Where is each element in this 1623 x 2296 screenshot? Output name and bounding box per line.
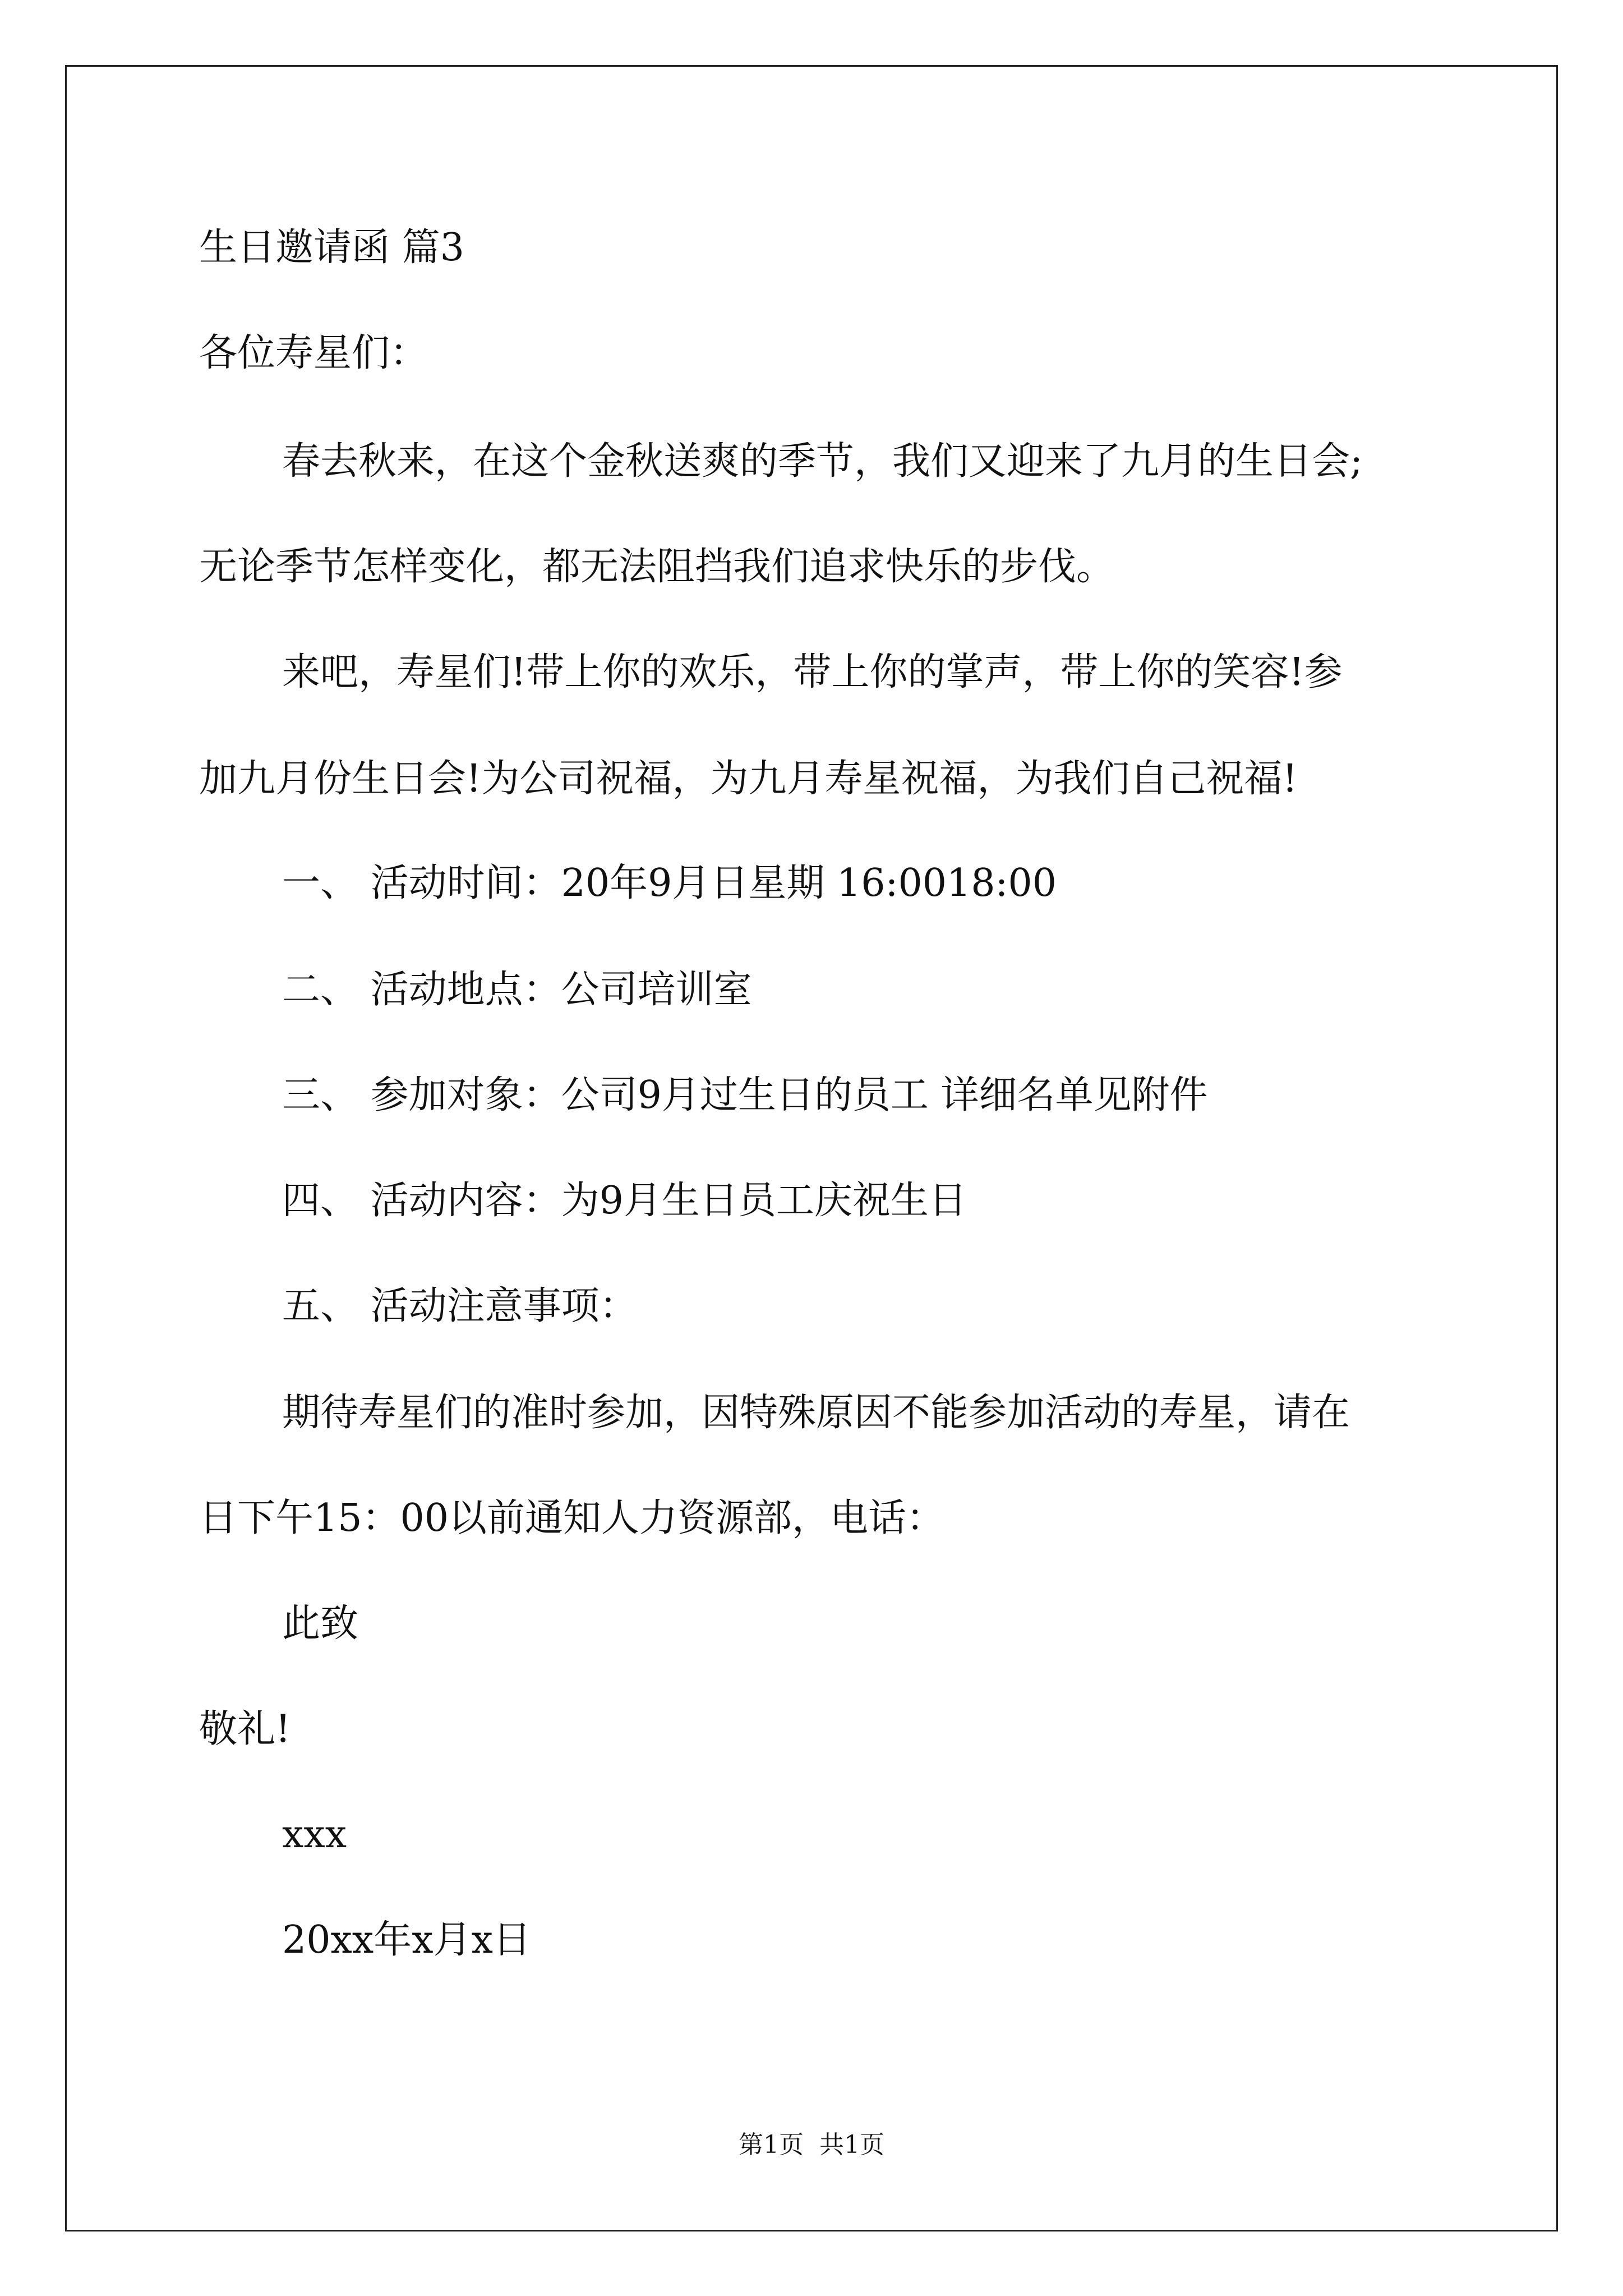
list-item-content: 四、 活动内容：为9月生日员工庆祝生日	[282, 1179, 967, 1223]
list-item-participants: 三、 参加对象：公司9月过生日的员工 详细名单见附件	[282, 1073, 1208, 1117]
letter-body	[199, 202, 1461, 1962]
salutation: 各位寿星们：	[199, 331, 428, 375]
closing-jingli: 敬礼!	[199, 1707, 291, 1751]
closing-cizhi: 此致	[282, 1602, 359, 1646]
paragraph-1-line-1: 春去秋来，在这个金秋送爽的季节，我们又迎来了九月的生日会;	[282, 439, 1363, 484]
paragraph-3-line-2: 日下午15：00以前通知人力资源部，电话：	[199, 1496, 945, 1540]
letter-date: 20xx年x月x日	[282, 1918, 531, 1962]
signature: xxx	[282, 1812, 347, 1857]
page-number: 第1页 共1页	[739, 2131, 884, 2159]
list-item-location: 二、 活动地点：公司培训室	[282, 968, 752, 1012]
paragraph-3-line-1: 期待寿星们的准时参加，因特殊原因不能参加活动的寿星，请在	[282, 1391, 1350, 1435]
paragraph-1-line-2: 无论季节怎样变化，都无法阻挡我们追求快乐的步伐。	[199, 545, 1115, 589]
list-item-notes: 五、 活动注意事项：	[282, 1284, 638, 1328]
paragraph-2-line-1: 来吧，寿星们!带上你的欢乐，带上你的掌声，带上你的笑容!参	[282, 650, 1343, 694]
paragraph-2-line-2: 加九月份生日会!为公司祝福，为九月寿星祝福，为我们自己祝福!	[199, 757, 1298, 801]
list-item-time: 一、 活动时间：20年9月日星期 16:0018:00	[282, 861, 1057, 905]
letter-title: 生日邀请函 篇3	[199, 226, 464, 270]
